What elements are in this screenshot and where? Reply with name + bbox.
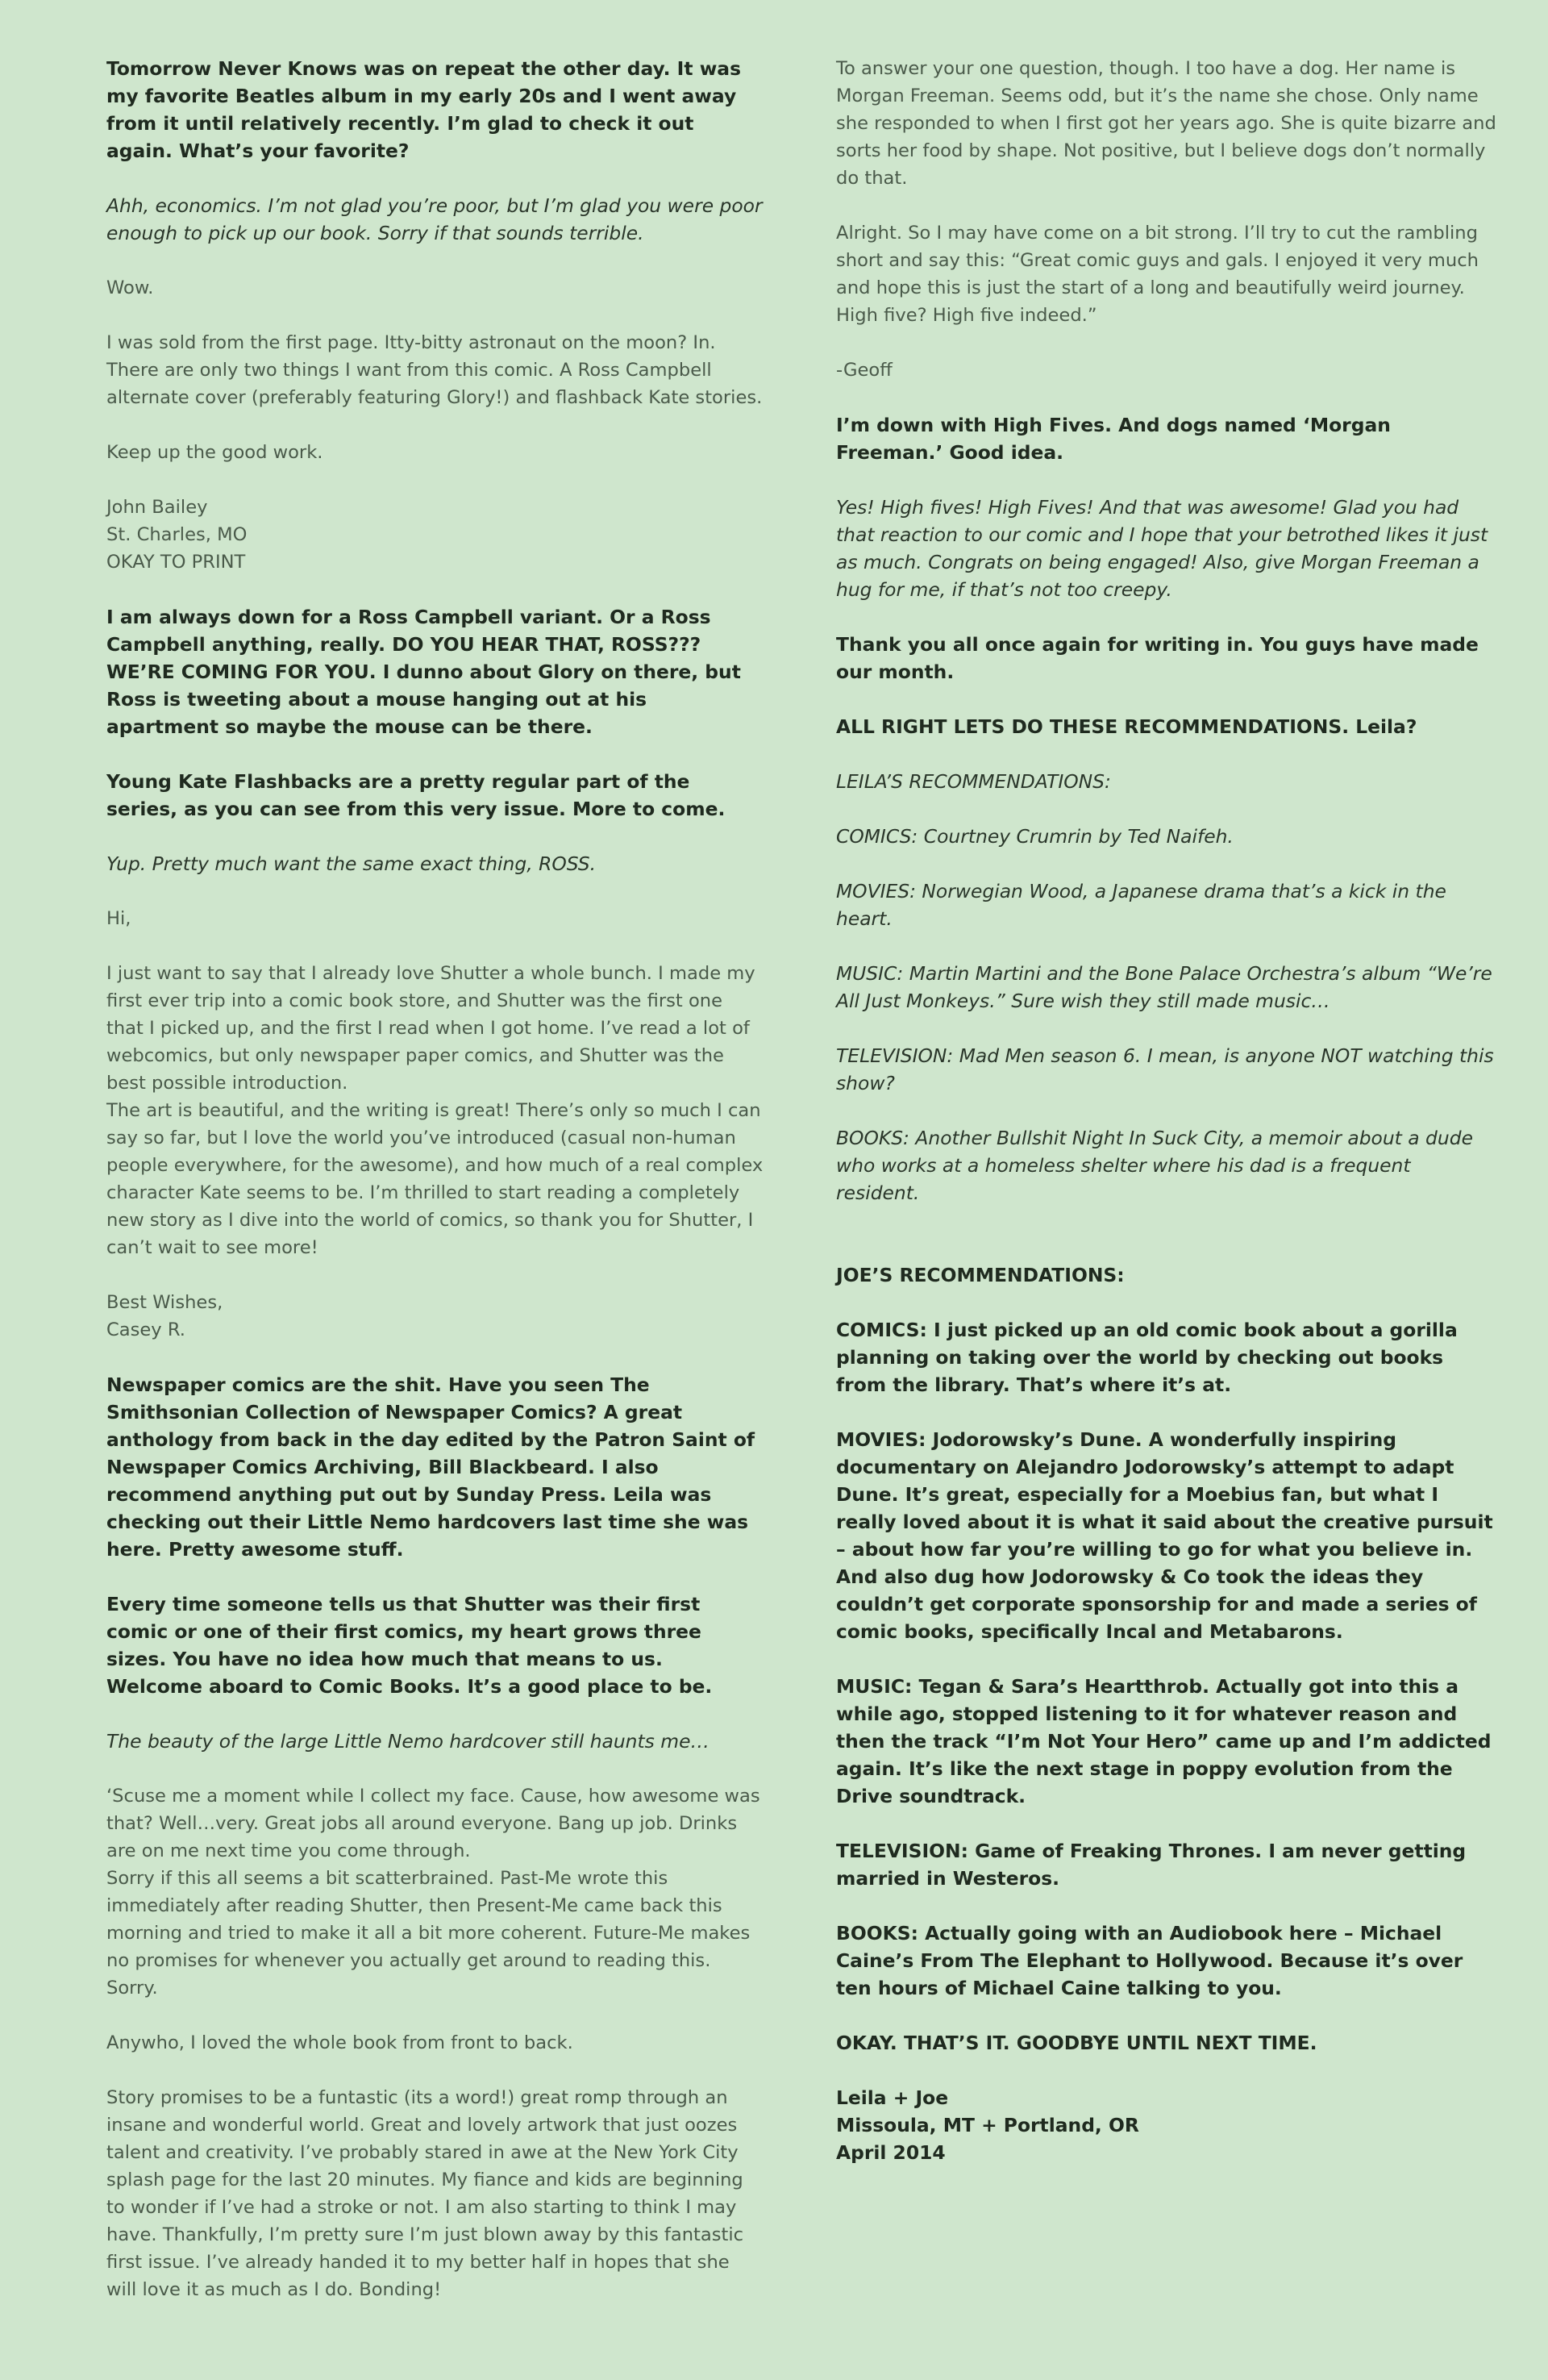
joe-recommendations-heading: JOE’S RECOMMENDATIONS: xyxy=(836,1264,1125,1286)
reply-paragraph: Ahh, economics. I’m not glad you’re poor, but I’m glad you were poor enough to pick up our book. Sorry if that sounds terrible. xyxy=(106,194,763,244)
letter-paragraph: The art is beautiful, and the writing is great! There’s only so much I can say so far, but I love the world you’ve introduced (casual non-human people everywhere, for the awesome), and how much of a real complex character Kate seems to be. I’m thrilled to start reading a completely new story as I dive into the world of comics, so thank you for Shutter, I can’t wait to see more! xyxy=(106,1100,764,1258)
letter-paragraph: Sorry if this all seems a bit scatterbrained. Past-Me wrote this immediately after reading Shutter, then Present-Me came back this morning and tried to make it all a bit more coherent. Future-Me makes no promises for whenever you actually get around to reading this. Sorry. xyxy=(106,1868,751,1999)
section-spacer xyxy=(836,1234,1500,1261)
closing-signature xyxy=(836,2084,1500,2166)
reply-paragraph: Tomorrow Never Knows was on repeat the other day. It was my favorite Beatles album in my early 20s and I went away from it until relatively recently. I’m glad to check it out again. What’s your favorite? xyxy=(106,57,742,162)
reply-paragraph: Thank you all once again for writing in. You guys have made our month. xyxy=(836,633,1479,683)
signature-name: John Bailey xyxy=(106,497,208,518)
reply-paragraph: I am always down for a Ross Campbell variant. Or a Ross Campbell anything, really. DO YOU HEAR THAT, ROSS??? WE’RE COMING FOR YOU. I dunno about Glory on there, but Ross is tweeting about a mouse hanging out at his apartment so maybe the mouse can be there. xyxy=(106,606,741,738)
joe-rec-television: TELEVISION: Game of Freaking Thrones. I am never getting married in Westeros. xyxy=(836,1840,1467,1890)
goodbye-line: OKAY. THAT’S IT. GOODBYE UNTIL NEXT TIME. xyxy=(836,2032,1317,2054)
joe-rec-music: MUSIC: Tegan & Sara’s Heartthrob. Actually got into this a while ago, stopped listening to it for whatever reason and then the track “I’m Not Your Hero” came up and I’m addicted again. It’s like the next stage in poppy evolution from the Drive soundtrack. xyxy=(836,1675,1492,1807)
letter-paragraph: I just want to say that I already love Shutter a whole bunch. I made my first ever trip into a comic book store, and Shutter was the first one that I picked up, and the first I read when I got home. I’ve read a lot of webcomics, but only newspaper paper comics, and Shutter was the best possible introduction. xyxy=(106,963,755,1094)
letter-paragraph: To answer your one question, though. I too have a dog. Her name is Morgan Freeman. Seems odd, but it’s the name she chose. Only name she responded to when I first got her years ago. She is quite bizarre and sorts her food by shape. Not positive, but I believe dogs don’t normally do that. xyxy=(836,58,1496,189)
signature-places: Missoula, MT + Portland, OR xyxy=(836,2114,1139,2136)
reply-paragraph: Young Kate Flashbacks are a pretty regular part of the series, as you can see from this very issue. More to come. xyxy=(106,770,726,820)
leila-rec-movies: MOVIES: Norwegian Wood, a Japanese drama that’s a kick in the heart. xyxy=(836,880,1446,930)
signature-date: April 2014 xyxy=(836,2141,946,2164)
leila-rec-television: TELEVISION: Mad Men season 6. I mean, is anyone NOT watching this show? xyxy=(836,1044,1494,1094)
letter-paragraph: I was sold from the first page. Itty-bitty astronaut on the moon? In. There are only two things I want from this comic. A Ross Campbell alternate cover (preferably featuring Glory!) and flashback Kate stories. xyxy=(106,332,763,408)
reply-paragraph: I’m down with High Fives. And dogs named ‘Morgan Freeman.’ Good idea. xyxy=(836,414,1391,464)
letter-signature xyxy=(106,494,764,576)
leila-rec-books: BOOKS: Another Bullshit Night In Suck City, a memoir about a dude who works at a homeless shelter where his dad is a frequent resident. xyxy=(836,1127,1473,1204)
leila-rec-music: MUSIC: Martin Martini and the Bone Palace Orchestra’s album “We’re All Just Monkeys.” Sure wish they still made music… xyxy=(836,962,1492,1012)
letter-paragraph: Story promises to be a funtastic (its a word!) great romp through an insane and wonderful world. Great and lovely artwork that just oozes talent and creativity. I’ve probably stared in awe at the New York City splash page for the last 20 minutes. My fiance and kids are beginning to wonder if I’ve had a stroke or not. I am also starting to think I may have. Thankfully, I’m pretty sure I’m just blown away by this fantastic first issue. I’ve already handed it to my better half in hopes that she will love it as much as I do. Bonding! xyxy=(106,2087,744,2300)
signature-names: Leila + Joe xyxy=(836,2086,949,2109)
letter-paragraph: ‘Scuse me a moment while I collect my face. Cause, how awesome was that? Well…very. Great jobs all around everyone. Bang up job. Drinks are on me next time you come through. xyxy=(106,1786,760,1861)
letter-paragraph: Keep up the good work. xyxy=(106,442,323,463)
right-column xyxy=(836,55,1500,2166)
reply-paragraph: Yes! High fives! High Fives! And that was awesome! Glad you had that reaction to our comic and I hope that your betrothed likes it just as much. Congrats on being engaged! Also, give Morgan Freeman a hug for me, if that’s not too creepy. xyxy=(836,496,1488,601)
signature-print: OKAY TO PRINT xyxy=(106,552,246,573)
left-column xyxy=(106,55,764,2331)
letter-paragraph: Wow. xyxy=(106,277,154,298)
letter-paragraph: Alright. So I may have come on a bit strong. I’ll try to cut the rambling short and say this: “Great comic guys and gals. I enjoyed it very much and hope this is just the start of a long and beautifully weird journey. High five? High five indeed.” xyxy=(836,223,1479,326)
reply-paragraph: Newspaper comics are the shit. Have you seen The Smithsonian Collection of Newspaper Comics? A great anthology from back in the day edited by the Patron Saint of Newspaper Comics Archiving, Bill Blackbeard. I also recommend anything put out by Sunday Press. Leila was checking out their Little Nemo hardcovers last time she was here. Pretty awesome stuff. xyxy=(106,1373,755,1561)
reply-paragraph: Yup. Pretty much want the same exact thing, ROSS. xyxy=(106,852,597,875)
letter-paragraph: Hi, xyxy=(106,908,131,929)
letter-signature xyxy=(106,1289,764,1344)
reply-paragraph: The beauty of the large Little Nemo hardcover still haunts me… xyxy=(106,1730,710,1753)
leila-recommendations-heading: LEILA’S RECOMMENDATIONS: xyxy=(836,770,1111,793)
letter-signature: -Geoff xyxy=(836,360,893,381)
signature-city: St. Charles, MO xyxy=(106,524,248,545)
signature-name: Casey R. xyxy=(106,1319,185,1340)
joe-rec-books: BOOKS: Actually going with an Audiobook here – Michael Caine’s From The Elephant to Hollywood. Because it’s over ten hours of Michael Caine talking to you. xyxy=(836,1922,1463,1999)
joe-rec-comics: COMICS: I just picked up an old comic book about a gorilla planning on taking over the world by checking out books from the library. That’s where it’s at. xyxy=(836,1319,1458,1396)
joe-rec-movies: MOVIES: Jodorowsky’s Dune. A wonderfully inspiring documentary on Alejandro Jodorowsky’s attempt to adapt Dune. It’s great, especially for a Moebius fan, but what I really loved about it is what it said about the creative pursuit – about how far you’re willing to go for what you believe in. And also dug how Jodorowsky & Co took the ideas they couldn’t get corporate sponsorship for and made a series of comic books, specifically Incal and Metabarons. xyxy=(836,1428,1493,1643)
letter-paragraph: Anywho, I loved the whole book from front to back. xyxy=(106,2032,573,2053)
leila-rec-comics: COMICS: Courtney Crumrin by Ted Naifeh. xyxy=(836,825,1234,848)
signature-closing: Best Wishes, xyxy=(106,1292,223,1313)
reply-paragraph: Every time someone tells us that Shutter was their first comic or one of their first comics, my heart grows three sizes. You have no idea how much that means to us. Welcome aboard to Comic Books. It’s a good place to be. xyxy=(106,1593,713,1698)
recommendations-intro: ALL RIGHT LETS DO THESE RECOMMENDATIONS. Leila? xyxy=(836,715,1417,738)
